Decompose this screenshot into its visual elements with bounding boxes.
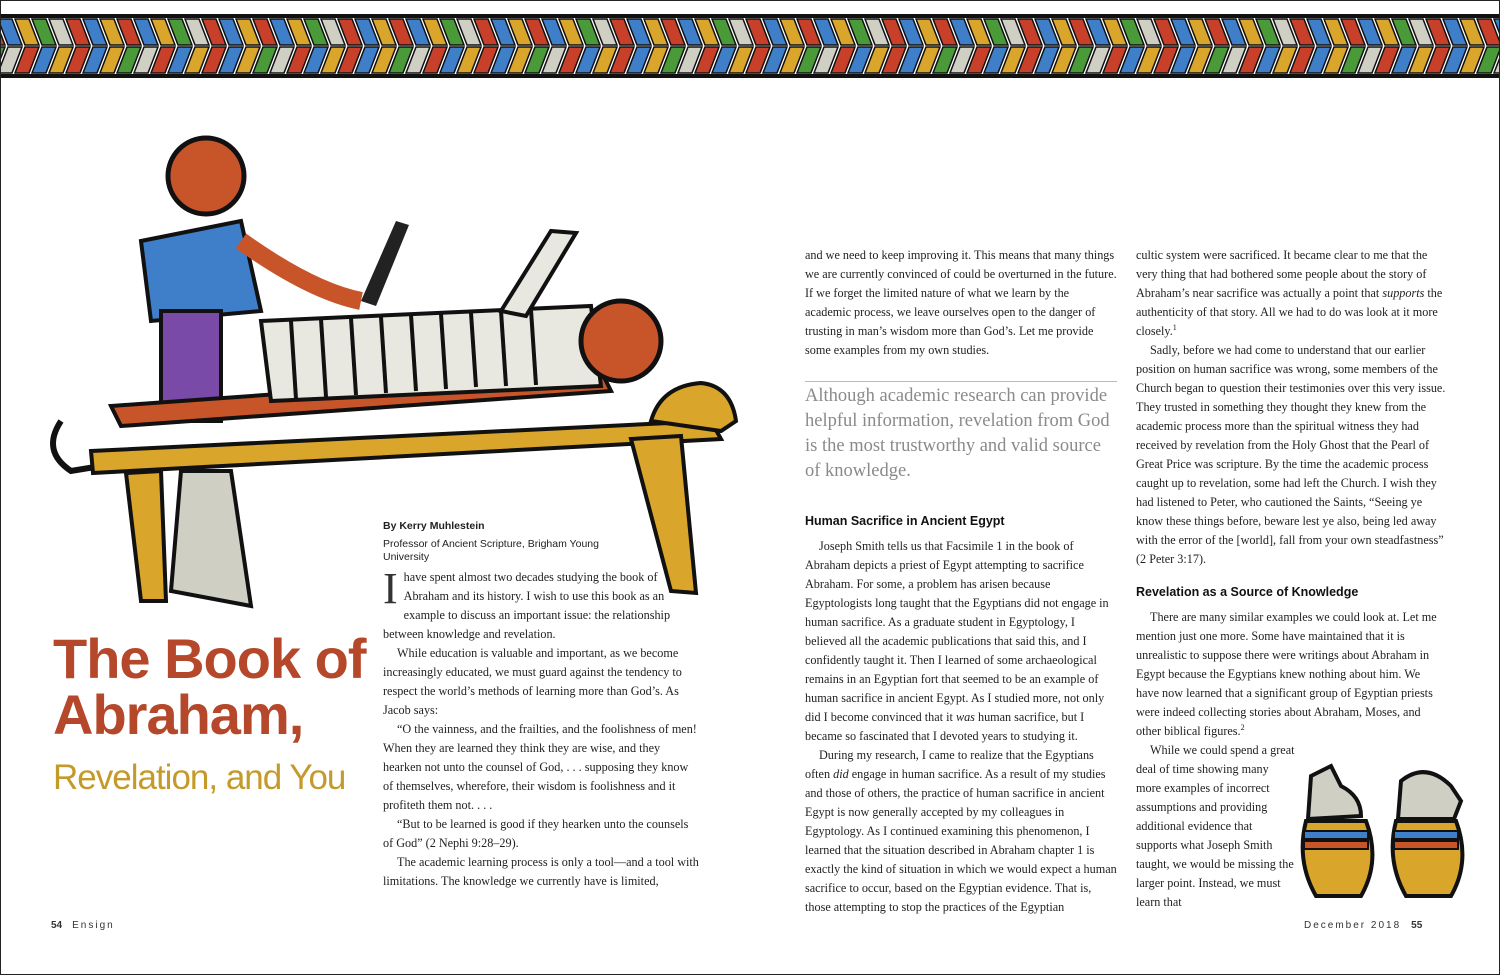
canopic-jars-illustration xyxy=(1286,761,1471,901)
col3-paragraph-1a: cultic system were sacrificed. It became clear to me that the very thing that had bothered some people about the story of Abraham’s near sacrifice was actually a point that xyxy=(1136,248,1428,300)
folio-right xyxy=(1304,920,1422,931)
issue-date: December 2018 xyxy=(1304,920,1402,931)
title-line-2: Abraham, xyxy=(53,683,304,746)
column-2-top xyxy=(805,246,1117,360)
article-subtitle: Revelation, and You xyxy=(53,758,346,797)
col2-emphasis-did: did xyxy=(833,767,849,781)
col3-paragraph-2: Sadly, before we had come to understand that our earlier position on human sacrifice was wrong, some members of the Church began to question their testimonies over this very issue. They trusted in something they thought they knew from the academic process more than the spiritual witness they had received by revelation from the Holy Ghost that the Pearl of Great Price was scripture. By the time the academic process caught up to revelation, some had left the Church. I wish they had listened to Peter, who cautioned the Saints, “Seeing ye know these things before, beware lest ye also, being led away with the error of the [world], fall from your own steadfastness” (2 Peter 3:17). xyxy=(1136,343,1446,566)
col1-quote-1: “O the vainness, and the frailties, and the foolishness of men! When they are learned they think they are wise, and they hearken not unto the counsel of God, . . . supposing they know of themselves, wherefore, their wisdom is foolishness and it profiteth them not. . . . xyxy=(383,722,697,812)
col2-paragraph-3b: engage in human sacrifice. As a result of my studies and those of others, the practice of human sacrifice in ancient Egypt is now generally accepted by my colleagues in Egyptology. As I continued examining this phenomenon, I learned that the situation described in Abraham chapter 1 is exactly the kind of situation in which we would expect a human sacrifice to occur, based on the Egyptian evidence. That is, those attempting to stop the practices of the Egyptian xyxy=(805,767,1117,914)
decorative-border xyxy=(1,11,1500,81)
drop-cap: I xyxy=(383,564,398,613)
page-number-right: 55 xyxy=(1411,920,1423,931)
page-number-left: 54 xyxy=(51,920,63,931)
col2-paragraph-1: and we need to keep improving it. This means that many things we are currently convinced of could be overturned in the future. If we forget the limited nature of what we learn by the academic process, we leave ourselves open to the danger of trusting in man’s wisdom more than God’s. Let me provide some examples from my own studies. xyxy=(805,248,1117,357)
col1-paragraph-1: have spent almost two decades studying the book of Abraham and its history. I wish to use this book as an example to discuss an important issue: the relationship between knowledge and revelation. xyxy=(383,570,671,641)
col2-paragraph-2b: human sacrifice, but I became so fascinated that I devoted years to studying it. xyxy=(805,710,1085,743)
footnote-ref-2: 2 xyxy=(1240,722,1245,732)
col3-emphasis-supports: supports xyxy=(1382,286,1425,300)
section-heading-human-sacrifice: Human Sacrifice in Ancient Egypt xyxy=(805,514,1005,528)
pull-quote: Although academic research can provide helpful information, revelation from God is the most trustworthy and valid source of knowledge. xyxy=(805,381,1117,484)
col3-paragraph-1b: the authenticity of that story. All we had to do was look at it more closely. xyxy=(1136,286,1443,338)
column-1 xyxy=(383,564,699,891)
col1-quote-2: “But to be learned is good if they hearken unto the counsels of God” (2 Nephi 9:28–29). xyxy=(383,817,689,850)
col3-paragraph-3: There are many similar examples we could look at. Let me mention just one more. Some have maintained that it is unrealistic to suppose there were writings about Abraham in Egypt because the Egyptians knew nothing about him. We have now learned that a significant group of Egyptian priests were indeed collecting stories about Abraham, Moses, and other biblical figures. xyxy=(1136,610,1437,738)
byline xyxy=(383,520,608,564)
author-name: By Kerry Muhlestein xyxy=(383,520,485,532)
col1-paragraph-3: The academic learning process is only a tool—and a tool with limitations. The knowledge we currently have is limited, xyxy=(383,855,699,888)
col2-paragraph-3a: During my research, I came to realize that the Egyptians often xyxy=(805,748,1094,781)
article-title xyxy=(53,627,373,746)
title-line-1: The Book of xyxy=(53,627,366,690)
magazine-name: Ensign xyxy=(72,920,115,931)
col1-paragraph-2: While education is valuable and important, as we become increasingly educated, we must guard against the tendency to respect the world’s methods of learning more than God’s. As Jacob says: xyxy=(383,646,682,717)
section-heading-revelation: Revelation as a Source of Knowledge xyxy=(1136,585,1359,599)
folio-left xyxy=(51,920,115,931)
column-2-bottom xyxy=(805,498,1117,917)
col2-paragraph-2a: Joseph Smith tells us that Facsimile 1 in the book of Abraham depicts a priest of Egypt attempting to sacrifice Abraham. For some, a problem has arisen because Egyptologists long taught that the Egyptians did not engage in human sacrifice. As a graduate student in Egyptology, I believed all the academic publications that said this, and I confidently taught it. Then I learned of some archaeological remains in an Egyptian fort that seemed to be an example of human sacrifice in ancient Egypt. As I studied more, not only did I become convinced that it xyxy=(805,539,1109,724)
footnote-ref-1: 1 xyxy=(1172,322,1177,332)
author-role: Professor of Ancient Scripture, Brigham Young University xyxy=(383,538,599,563)
col2-emphasis-was: was xyxy=(955,710,975,724)
col3-paragraph-4: While we could spend a great deal of time showing many more examples of incorrect assumptions and providing additional evidence that supports what Joseph Smith taught, we would be missing the larger point. Instead, we must learn that xyxy=(1136,743,1295,909)
